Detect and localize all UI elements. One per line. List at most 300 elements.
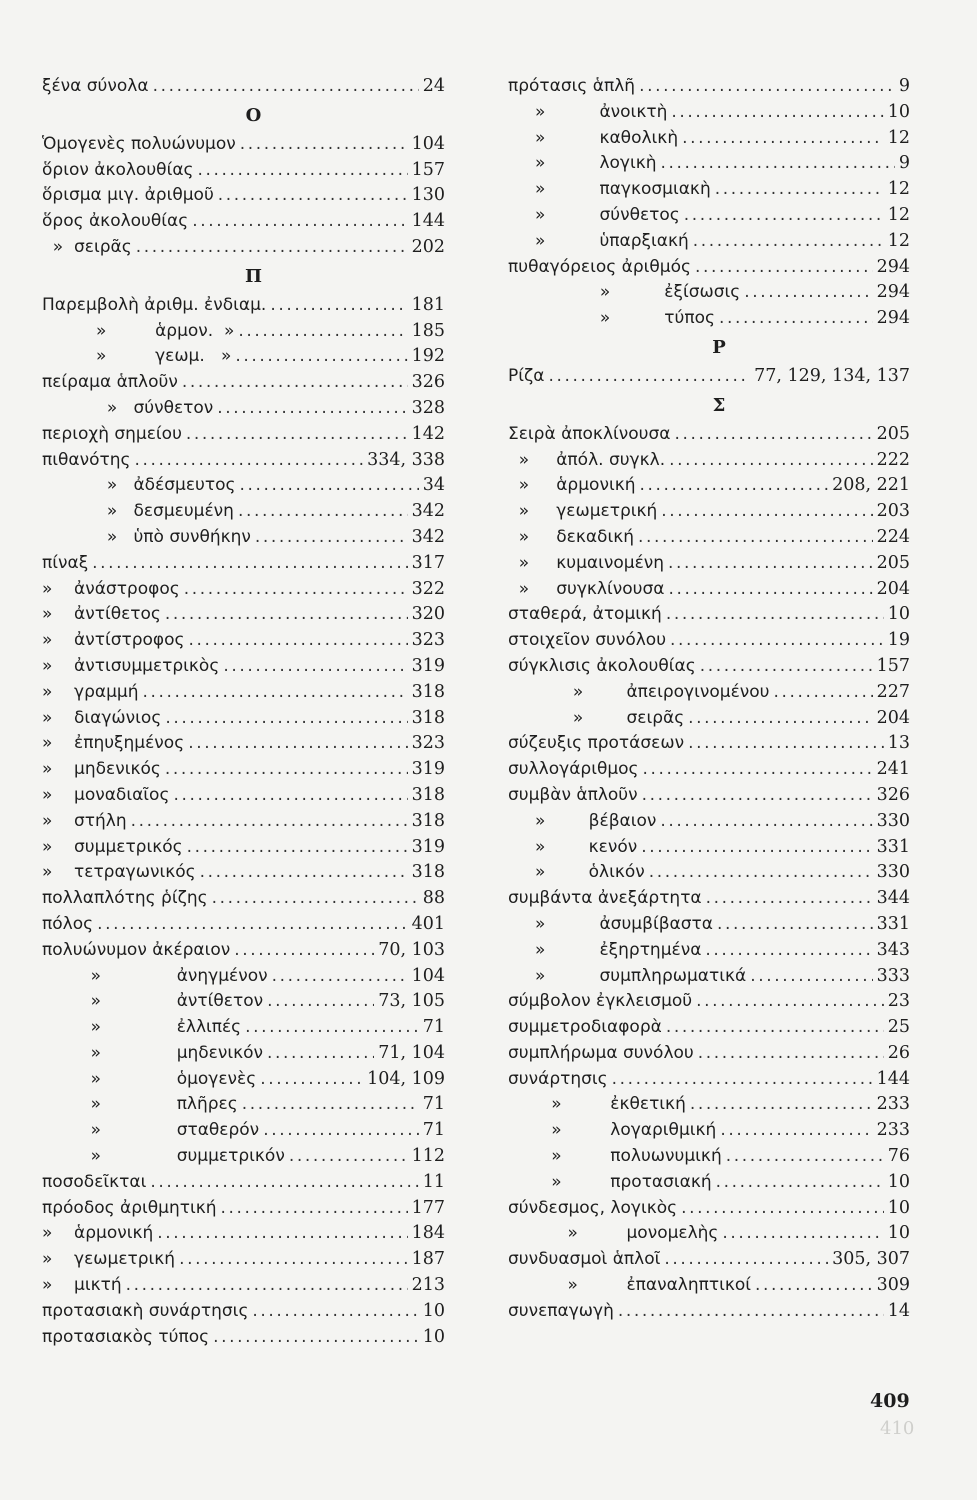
dot-leader (182, 370, 408, 396)
page-ref: 318 (411, 810, 445, 831)
dot-leader (187, 835, 408, 861)
index-term: Ὁμογενὲς πολυώνυμον (42, 133, 236, 154)
index-term: » λογικὴ (508, 153, 657, 174)
index-term: πυθαγόρειος ἀριθμός (508, 256, 691, 277)
page-ref: 73, 105 (378, 991, 445, 1012)
page-ref: 330 (876, 810, 910, 831)
index-entry (508, 448, 910, 474)
page-ref: 142 (411, 423, 445, 444)
index-entry (42, 628, 445, 654)
index-entry (42, 680, 445, 706)
dot-leader (705, 938, 872, 964)
index-entry (508, 835, 910, 861)
page-ref: 202 (411, 236, 445, 257)
page-ref: 331 (876, 913, 910, 934)
dot-leader (131, 809, 408, 835)
dot-leader (682, 126, 884, 152)
dot-leader (706, 886, 873, 912)
index-term: » ὁμογενὲς (42, 1068, 257, 1089)
index-term: » τετραγωνικός (42, 862, 196, 883)
dot-leader (200, 860, 408, 886)
dot-leader (150, 1170, 418, 1196)
page-ref: 319 (411, 759, 445, 780)
index-term: » δεσμευμένη (42, 501, 234, 522)
page-ref: 318 (411, 862, 445, 883)
index-entry (508, 306, 910, 332)
page-ref: 184 (411, 1223, 445, 1244)
index-term: » μηδενικόν (42, 1042, 264, 1063)
index-entry (508, 731, 910, 757)
page-ref: 204 (876, 707, 910, 728)
dot-leader (681, 1196, 884, 1222)
page-ref: 130 (411, 185, 445, 206)
dot-leader (165, 706, 407, 732)
dot-leader (638, 525, 873, 551)
index-entry (42, 183, 445, 209)
dot-leader (212, 886, 419, 912)
index-entry (508, 229, 910, 255)
index-term: πρότασις ἁπλῆ (508, 76, 636, 96)
index-entry (42, 860, 445, 886)
page-ref: 309 (876, 1275, 910, 1296)
index-entry (42, 809, 445, 835)
index-term: » στήλη (42, 810, 127, 831)
dot-leader (186, 422, 408, 448)
index-term: σύγκλισις ἀκολουθίας (508, 655, 696, 676)
dot-leader (639, 473, 828, 499)
page-ref: 328 (411, 397, 445, 418)
index-term: » ἀπειρογινομένου (508, 681, 770, 702)
page-ref: 10 (422, 1326, 445, 1347)
index-entry (508, 860, 910, 886)
index-term: » ἀπόλ. συγκλ. (508, 449, 666, 470)
dot-leader (245, 1015, 419, 1041)
dot-leader (235, 344, 407, 370)
page-ref: 10 (887, 1223, 910, 1244)
index-term: » ἀσυμβίβαστα (508, 913, 713, 934)
index-term: » σταθερόν (42, 1120, 260, 1141)
dot-leader (695, 255, 873, 281)
index-term: προτασιακὴ συνάρτησις (42, 1300, 249, 1321)
dot-leader (670, 628, 884, 654)
index-entry (42, 1118, 445, 1144)
page-number: 409 (870, 1390, 910, 1412)
index-term: » μικτή (42, 1275, 122, 1296)
page-ref: 401 (411, 913, 445, 934)
dot-leader (263, 1118, 419, 1144)
dot-leader (223, 654, 407, 680)
index-term: συμπλήρωμα συνόλου (508, 1042, 694, 1063)
index-entry (42, 396, 445, 422)
page-ref: 205 (876, 423, 910, 444)
dot-leader (238, 499, 408, 525)
index-term: » συμπληρωματικά (508, 965, 747, 986)
dot-leader (136, 235, 408, 261)
index-term: » γεωμ. » (42, 346, 232, 367)
index-entry (508, 706, 910, 732)
index-term: » συμμετρικόν (42, 1146, 285, 1167)
index-entry (42, 757, 445, 783)
dot-leader (755, 1273, 873, 1299)
dot-leader (173, 783, 407, 809)
index-term: σύνδεσμος, λογικὸς (508, 1197, 678, 1218)
dot-leader (238, 319, 407, 345)
index-term: Ρίζα (508, 365, 545, 386)
index-entry (42, 1092, 445, 1118)
dot-leader (218, 183, 408, 209)
index-term: » ἐπαναληπτικοί (508, 1275, 752, 1296)
page-ref: 112 (411, 1146, 445, 1167)
index-term: » μηδενικός (42, 759, 161, 780)
dot-leader (270, 293, 407, 319)
index-entry (508, 1015, 910, 1041)
index-entry (508, 809, 910, 835)
index-term: συλλογάριθμος (508, 759, 639, 780)
index-entry (42, 835, 445, 861)
page-ref: 323 (411, 733, 445, 754)
index-entry (42, 654, 445, 680)
page-ref: 330 (876, 862, 910, 883)
index-entry (42, 1015, 445, 1041)
dot-leader (97, 912, 408, 938)
index-entry (42, 1170, 445, 1196)
index-term: πιθανότης (42, 449, 131, 470)
dot-leader (260, 1067, 363, 1093)
dot-leader (750, 964, 872, 990)
show-through-page-number: 410 (880, 1418, 915, 1439)
index-term: » λογαριθμική (508, 1120, 717, 1141)
dot-leader (252, 1299, 418, 1325)
dot-leader (716, 1170, 884, 1196)
dot-leader (234, 938, 374, 964)
page-ref: 322 (411, 578, 445, 599)
page-ref: 76 (887, 1146, 910, 1167)
page-ref: 157 (411, 159, 445, 180)
index-term: συμβάντα ἀνεξάρτητα (508, 888, 702, 909)
index-entry (42, 158, 445, 184)
dot-leader (666, 1015, 884, 1041)
index-term: πολλαπλότης ῥίζης (42, 888, 208, 909)
index-term: » ὑπαρξιακή (508, 230, 689, 251)
index-entry (42, 1299, 445, 1325)
page-ref: 294 (876, 256, 910, 277)
dot-leader (674, 422, 872, 448)
index-entry (508, 1247, 910, 1273)
dot-leader (240, 132, 408, 158)
page-ref: 14 (887, 1300, 910, 1321)
page-ref: 10 (422, 1300, 445, 1321)
index-term: πρόοδος ἀριθμητική (42, 1197, 217, 1218)
page-ref: 70, 103 (378, 939, 445, 960)
page-ref: 323 (411, 630, 445, 651)
index-term: σύμβολον ἐγκλεισμοῦ (508, 991, 693, 1012)
dot-leader (188, 731, 407, 757)
letter-heading: Σ (712, 394, 726, 416)
index-entry (42, 731, 445, 757)
page-ref: 342 (411, 526, 445, 547)
letter-heading: Π (245, 265, 262, 287)
index-entry (508, 989, 910, 1015)
index-entry (508, 1273, 910, 1299)
dot-leader (719, 306, 873, 332)
index-term: » πλῆρες (42, 1094, 238, 1115)
index-entry (508, 1092, 910, 1118)
index-term: ὅρισμα μιγ. ἀριθμοῦ (42, 185, 214, 206)
index-term: » ὁλικόν (508, 862, 645, 883)
index-term: » σύνθετος (508, 204, 680, 225)
dot-leader (189, 628, 408, 654)
index-column-left (42, 74, 445, 1350)
dot-leader (192, 209, 407, 235)
index-term: προτασιακὸς τύπος (42, 1326, 210, 1347)
index-term: συνδυασμοὶ ἁπλοῖ (508, 1249, 661, 1270)
index-term: » ἀντίστροφος (42, 630, 185, 651)
index-entry (508, 654, 910, 680)
index-entry (508, 783, 910, 809)
dot-leader (239, 473, 418, 499)
page-ref: 71 (422, 1120, 445, 1141)
page-ref: 71, 104 (378, 1042, 445, 1063)
page-ref: 294 (876, 282, 910, 303)
page-ref: 227 (876, 681, 910, 702)
index-term: » κενόν (508, 836, 638, 857)
page-ref: 104, 109 (367, 1068, 445, 1089)
page-ref: 208, 221 (832, 475, 910, 496)
index-entry (42, 1144, 445, 1170)
page-ref: 13 (887, 733, 910, 754)
index-entry (508, 126, 910, 152)
dot-leader (666, 602, 884, 628)
index-entry (508, 100, 910, 126)
index-term: ὅριον ἀκολουθίας (42, 159, 194, 180)
index-term: » ἁρμονική (42, 1223, 154, 1244)
page-ref: 104 (411, 965, 445, 986)
dot-leader (612, 1067, 873, 1093)
page-ref: 342 (411, 501, 445, 522)
index-term: » ἀνάστροφος (42, 578, 180, 599)
dot-leader (700, 654, 873, 680)
page-ref: 343 (876, 939, 910, 960)
index-entry (42, 370, 445, 396)
dot-leader (668, 551, 873, 577)
page-ref: 12 (887, 204, 910, 225)
index-term: συμβὰν ἁπλοῦν (508, 784, 638, 805)
index-entry (42, 74, 445, 100)
index-term: συνάρτησις (508, 1068, 608, 1089)
index-term: » ἐξηρτημένα (508, 939, 702, 960)
index-entry (508, 255, 910, 281)
page-ref: 71 (422, 1094, 445, 1115)
page-ref: 23 (887, 991, 910, 1012)
index-term: ὅρος ἀκολουθίας (42, 211, 189, 232)
index-term: » γραμμή (42, 681, 139, 702)
page-ref: 12 (887, 179, 910, 200)
dot-leader (126, 1273, 408, 1299)
page-ref: 19 (887, 630, 910, 651)
index-term: συμμετροδιαφορὰ (508, 1017, 662, 1038)
index-entry (42, 1325, 445, 1351)
dot-leader (642, 783, 873, 809)
page-ref: 305, 307 (832, 1249, 910, 1270)
page-ref: 320 (411, 604, 445, 625)
index-entry (42, 209, 445, 235)
index-term: » συμμετρικός (42, 836, 183, 857)
index-entry (508, 757, 910, 783)
page-ref: 77, 129, 134, 137 (754, 365, 910, 386)
index-entry (508, 886, 910, 912)
page-ref: 222 (876, 449, 910, 470)
page-ref: 326 (411, 372, 445, 393)
index-term: πίναξ (42, 552, 89, 573)
dot-leader (661, 499, 872, 525)
letter-heading: Ρ (712, 336, 726, 358)
page-ref: 11 (422, 1171, 445, 1192)
index-term: » ἀδέσμευτος (42, 475, 236, 496)
index-entry (508, 577, 910, 603)
index-term: » γεωμετρική (42, 1249, 176, 1270)
index-term: » ἁρμον. » (42, 320, 235, 341)
index-entry (42, 293, 445, 319)
index-entry (508, 551, 910, 577)
dot-leader (668, 577, 872, 603)
index-term: » διαγώνιος (42, 707, 162, 728)
index-term: » γεωμετρική (508, 501, 658, 522)
index-term: » ἐλλιπές (42, 1017, 242, 1038)
dot-leader (221, 1196, 408, 1222)
index-term: » σύνθετον (42, 397, 214, 418)
index-entry (42, 938, 445, 964)
dot-leader (660, 809, 872, 835)
index-term: » μοναδιαῖος (42, 784, 170, 805)
index-entry (42, 344, 445, 370)
index-entry (508, 964, 910, 990)
index-term: » ἀνοικτὴ (508, 101, 668, 122)
dot-leader (688, 731, 884, 757)
dot-leader (289, 1144, 408, 1170)
page-ref: 185 (411, 320, 445, 341)
index-term: » μονομελὴς (508, 1223, 719, 1244)
page-ref: 318 (411, 681, 445, 702)
dot-leader (165, 602, 408, 628)
dot-leader (198, 158, 408, 184)
index-entry (508, 602, 910, 628)
dot-leader (744, 280, 872, 306)
index-term: » παγκοσμιακὴ (508, 179, 711, 200)
page-ref: 213 (411, 1275, 445, 1296)
index-entry (42, 1041, 445, 1067)
dot-leader (242, 1092, 419, 1118)
index-term: » ἐπηυξημένος (42, 733, 185, 754)
dot-leader (717, 912, 873, 938)
page-ref: 157 (876, 655, 910, 676)
dot-leader (213, 1325, 419, 1351)
index-term: » ὑπὸ συνθήκην (42, 526, 251, 547)
dot-leader (142, 680, 407, 706)
page-ref: 10 (887, 1171, 910, 1192)
index-term: στοιχεῖον συνόλου (508, 630, 667, 651)
dot-leader (255, 525, 408, 551)
dot-leader (272, 964, 408, 990)
index-term: περιοχὴ σημείου (42, 423, 182, 444)
index-entry (508, 177, 910, 203)
dot-leader (671, 100, 883, 126)
index-entry (42, 602, 445, 628)
dot-leader (690, 1092, 873, 1118)
index-term: » τύπος (508, 308, 715, 329)
index-entry (508, 1118, 910, 1144)
dot-leader (722, 1221, 883, 1247)
page-ref: 204 (876, 578, 910, 599)
page-ref: 334, 338 (367, 449, 445, 470)
dot-leader (217, 396, 407, 422)
page-ref: 331 (876, 836, 910, 857)
index-entry (42, 525, 445, 551)
page-ref: 177 (411, 1197, 445, 1218)
index-entry (42, 1196, 445, 1222)
index-entry (508, 912, 910, 938)
dot-leader (726, 1144, 884, 1170)
page-ref: 224 (876, 526, 910, 547)
index-entry (42, 319, 445, 345)
dot-leader (688, 706, 872, 732)
index-entry (42, 886, 445, 912)
index-term: » ἐξίσωσις (508, 282, 741, 303)
index-entry (508, 525, 910, 551)
index-term: πολυώνυμον ἀκέραιον (42, 939, 231, 960)
page-ref: 104 (411, 133, 445, 154)
page-ref: 333 (876, 965, 910, 986)
index-entry (42, 964, 445, 990)
page-ref: 294 (876, 308, 910, 329)
index-term: σταθερά, ἀτομική (508, 604, 662, 625)
index-entry (42, 1273, 445, 1299)
index-entry (508, 1221, 910, 1247)
page-ref: 144 (411, 211, 445, 232)
page-ref: 9 (898, 153, 910, 174)
index-column-right (508, 74, 910, 1325)
page-ref: 317 (411, 552, 445, 573)
index-entry (42, 422, 445, 448)
page-ref: 319 (411, 655, 445, 676)
index-entry (508, 1170, 910, 1196)
dot-leader (165, 757, 408, 783)
dot-leader (267, 1041, 374, 1067)
index-term: » ἀντισυμμετρικὸς (42, 655, 220, 676)
index-term: συνεπαγωγὴ (508, 1300, 614, 1321)
index-term: » συγκλίνουσα (508, 578, 665, 599)
page-ref: 12 (887, 230, 910, 251)
index-entry (508, 680, 910, 706)
page-ref: 326 (876, 784, 910, 805)
dot-leader (684, 203, 884, 229)
dot-leader (664, 1247, 828, 1273)
index-entry (42, 577, 445, 603)
dot-leader (618, 1299, 884, 1325)
dot-leader (693, 229, 884, 255)
index-term: » σειρᾶς (42, 236, 132, 257)
index-term: πόλος (42, 913, 94, 934)
index-term: » βέβαιον (508, 810, 657, 831)
dot-leader (267, 989, 374, 1015)
index-entry (508, 1041, 910, 1067)
dot-leader (774, 680, 873, 706)
index-term: » κυμαινομένη (508, 552, 665, 573)
index-term: » καθολικὴ (508, 127, 679, 148)
index-entry (508, 151, 910, 177)
index-term: » ἀντίθετος (42, 604, 161, 625)
dot-leader (643, 757, 873, 783)
dot-leader (649, 860, 873, 886)
